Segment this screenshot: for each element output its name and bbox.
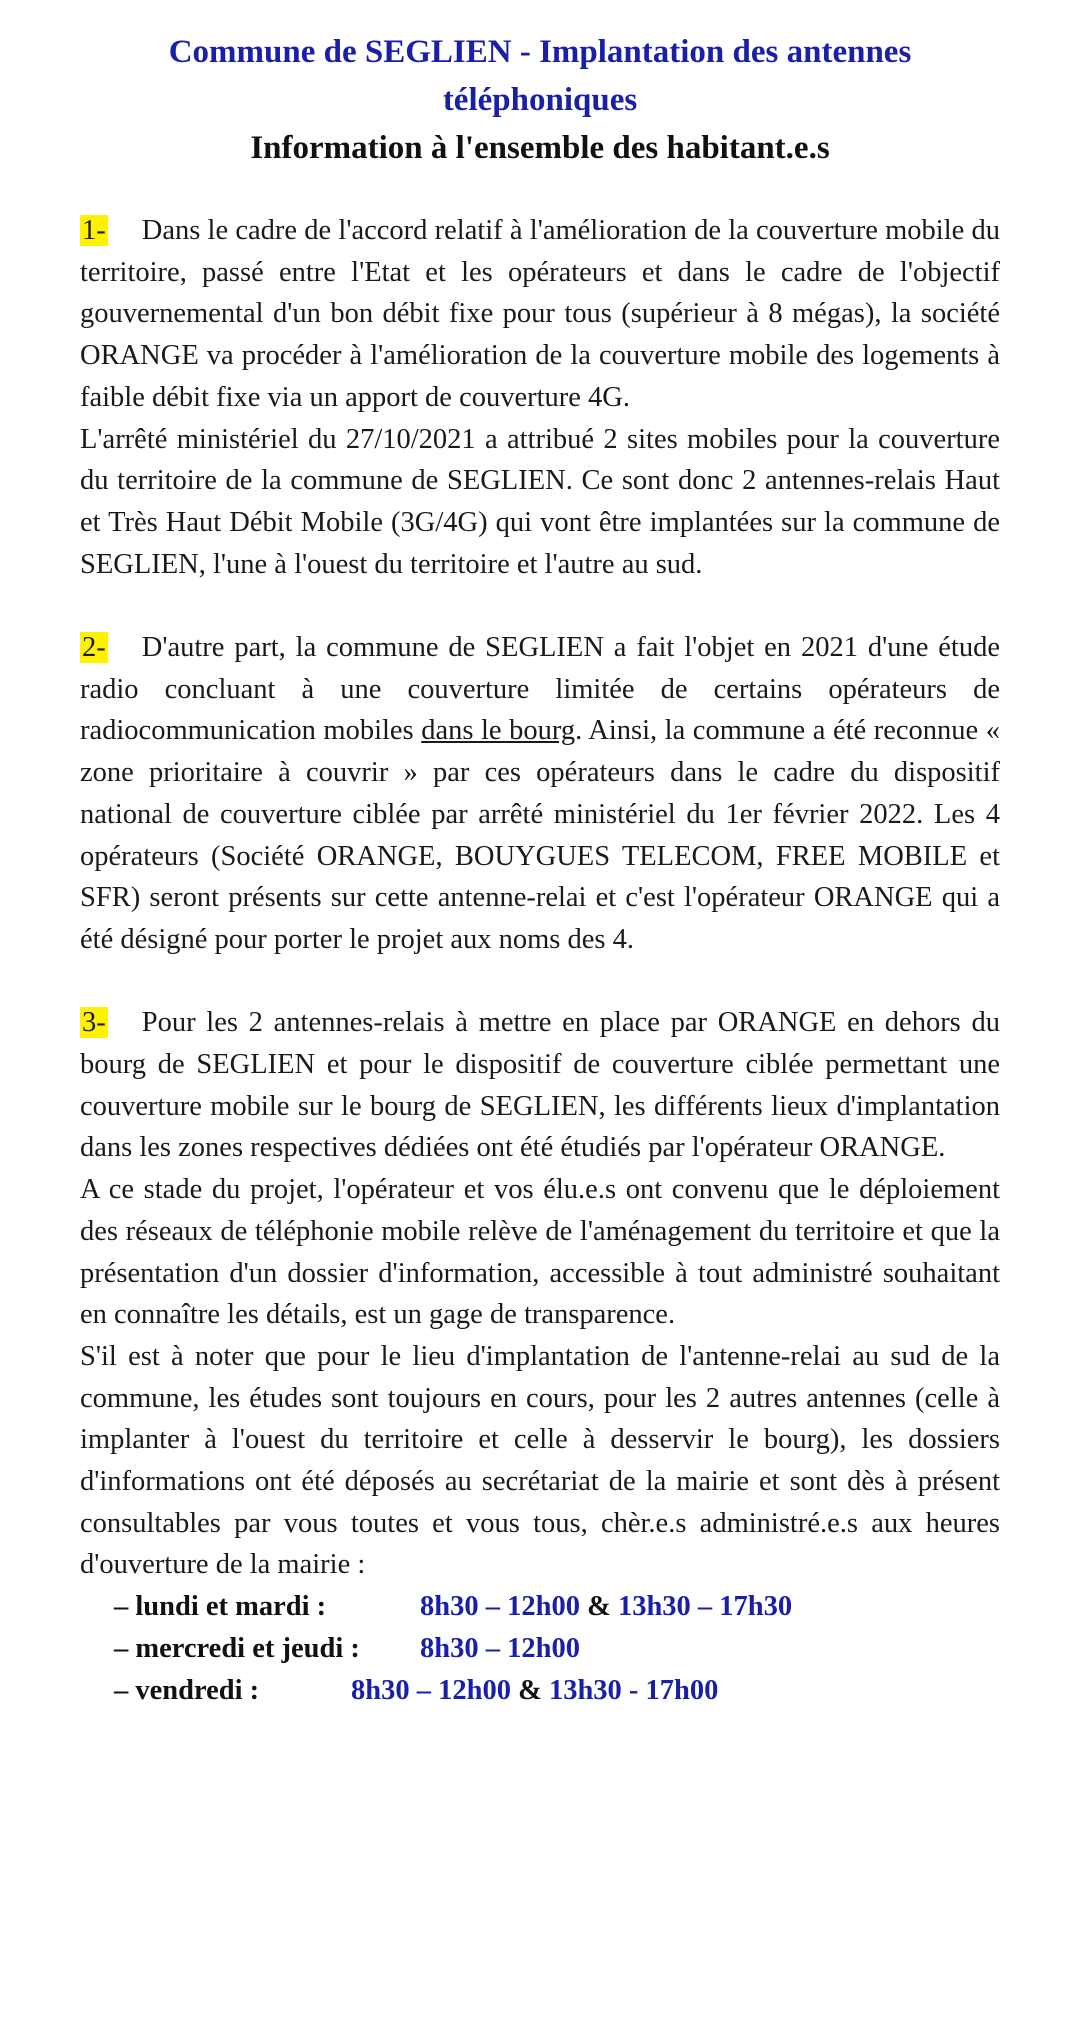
hours-morning: 8h30 – 12h00: [420, 1591, 580, 1623]
hours-row: [80, 1628, 1000, 1670]
hours-day: – mercredi et jeudi :: [114, 1632, 360, 1664]
hours-row: [80, 1586, 1000, 1628]
hours-morning: 8h30 – 12h00: [351, 1674, 511, 1706]
section-1-paragraph-1: [80, 210, 1000, 419]
opening-hours-list: [80, 1586, 1000, 1711]
section-3-paragraph-2: A ce stade du projet, l'opérateur et vos élu.e.s ont convenu que le déploiement des réseaux de téléphonie mobile relève de l'aménagement du territoire et que la présentation d'un dossier d'information, accessible à tout administré souhaitant en connaître les détails, est un gage de transparence.: [80, 1174, 1000, 1331]
hours-row: [80, 1670, 1000, 1712]
hours-morning: 8h30 – 12h00: [420, 1632, 580, 1664]
hours-afternoon: 13h30 – 17h30: [617, 1591, 793, 1623]
section-3-paragraph-3: S'il est à noter que pour le lieu d'implantation de l'antenne-relai au sud de la commune, les études sont toujours en cours, pour les 2 autres antennes (celle à implanter à l'ouest du territoire et celle à desservir le bourg), les dossiers d'informations ont été déposés au secrétariat de la mairie et sont dès à présent consultables par vous toutes et vous tous, chèr.e.s administré.e.s aux heures d'ouverture de la mairie :: [80, 1340, 1000, 1581]
section-3-number: 3-: [82, 1007, 106, 1039]
section-2-number: 2-: [82, 632, 106, 664]
hours-day: – vendredi :: [114, 1674, 260, 1706]
section-3-paragraph-1: [80, 1002, 1000, 1169]
section-2-paragraph-1: [80, 627, 1000, 961]
section-2-text-before: D'autre part, la commune de SEGLIEN a fait l'objet en 2021 d'une étude radio concluant à une couverture limitée de certains opérateurs de radiocommunication mobiles: [80, 632, 1000, 747]
page-subtitle: Information à l'ensemble des habitant.e.s: [250, 130, 830, 166]
section-2-underlined-text: dans le bourg: [421, 715, 576, 747]
notice-document: [80, 28, 1000, 1711]
hours-ampersand: &: [587, 1591, 611, 1623]
section-3-text-1: Pour les 2 antennes-relais à mettre en place par ORANGE en dehors du bourg de SEGLIEN et pour le dispositif de couverture ciblée permettant une couverture mobile sur le bourg de SEGLIEN, les différents lieux d'implantation dans les zones respectives dédiées ont été étudiés par l'opérateur ORANGE.: [80, 1007, 1000, 1164]
hours-day: – lundi et mardi :: [114, 1591, 327, 1623]
section-1-paragraph-2: L'arrêté ministériel du 27/10/2021 a attribué 2 sites mobiles pour la couverture du territoire de la commune de SEGLIEN. Ce sont donc 2 antennes-relais Haut et Très Haut Débit Mobile (3G/4G) qui vont être implantées sur la commune de SEGLIEN, l'une à l'ouest du territoire et l'autre au sud.: [80, 423, 1000, 580]
section-1-number: 1-: [82, 215, 106, 246]
hours-afternoon: 13h30 - 17h00: [548, 1674, 719, 1706]
hours-ampersand: &: [518, 1674, 542, 1706]
section-2-text-after: . Ainsi, la commune a été reconnue « zone prioritaire à couvrir » par ces opérateurs dans le cadre du dispositif national de couverture ciblée par arrêté ministériel du 1er février 2022. Les 4 opérateurs (Société ORANGE, BOUYGUES TELECOM, FREE MOBILE et SFR) seront présents sur cette antenne-relai et c'est l'opérateur ORANGE qui a été désigné pour porter le projet aux noms des 4.: [80, 715, 1000, 955]
section-1-text-1: Dans le cadre de l'accord relatif à l'amélioration de la couverture mobile du territoire, passé entre l'Etat et les opérateurs et dans le cadre de l'objectif gouvernemental d'un bon débit fixe pour tous (supérieur à 8 mégas), la société ORANGE va procéder à l'amélioration de la couverture mobile des logements à faible débit fixe via un apport de couverture 4G.: [80, 215, 1000, 413]
page-title: Commune de SEGLIEN - Implantation des antennes téléphoniques: [168, 34, 912, 118]
